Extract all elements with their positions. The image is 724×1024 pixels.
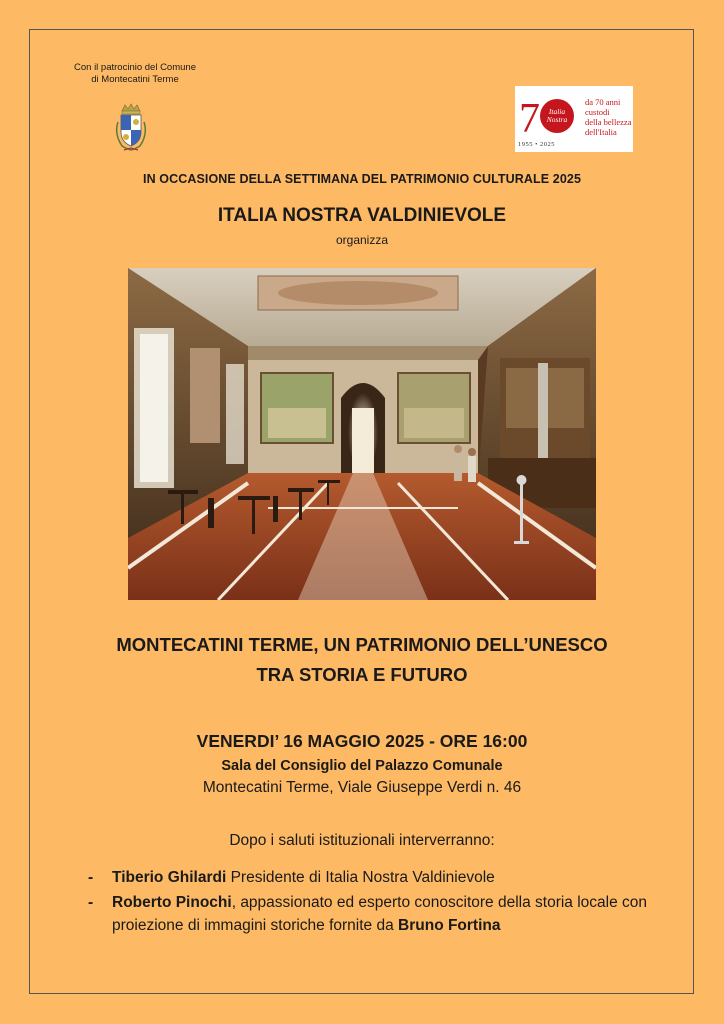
montecatini-coat-of-arms-icon	[110, 102, 152, 154]
logo-tagline-2: custodi	[585, 107, 610, 117]
speaker-name: Roberto Pinochi	[112, 894, 232, 911]
occasion-heading: IN OCCASIONE DELLA SETTIMANA DEL PATRIMONIO CULTURALE 2025	[143, 172, 581, 186]
speaker-role: Presidente di Italia Nostra Valdinievole	[226, 869, 495, 886]
organizza-label: organizza	[335, 233, 389, 247]
speaker-name: Tiberio Ghilardi	[112, 869, 227, 886]
logo-years: 1955 • 2025	[518, 141, 556, 148]
event-date: VENERDI’ 16 MAGGIO 2025 - ORE 16:00	[196, 731, 528, 751]
hall-illustration	[128, 268, 596, 600]
logo-tagline-4: dell'Italia	[585, 127, 617, 137]
speakers-intro: Dopo i saluti istituzionali interverranno:	[229, 832, 495, 849]
patronage-text	[60, 62, 210, 86]
logo-tagline-3: della bellezza	[585, 117, 632, 127]
logo-tagline-1: da 70 anni	[585, 97, 621, 107]
italia-nostra-70-logo	[515, 86, 633, 152]
logo-brand-line2: Nostra	[546, 115, 568, 124]
photo-credit-name: Bruno Fortina	[398, 917, 501, 934]
list-dash: -	[88, 894, 94, 911]
svg-text:7: 7	[519, 96, 540, 142]
event-venue: Sala del Consiglio del Palazzo Comunale	[221, 758, 503, 774]
patronage-line-2: di Montecatini Terme	[91, 74, 179, 85]
speaker-role: , appassionato ed esperto conoscitore della storia locale con proiezione di immagini storiche fornite da	[112, 894, 648, 934]
event-title-line-2: TRA STORIA E FUTURO	[256, 664, 468, 685]
speakers-list	[88, 866, 668, 939]
organizer-name: ITALIA NOSTRA VALDINIEVOLE	[217, 205, 507, 226]
event-address: Montecatini Terme, Viale Giuseppe Verdi n. 46	[202, 779, 522, 796]
event-title-line-1: MONTECATINI TERME, UN PATRIMONIO DELL’UNESCO	[116, 634, 608, 655]
patronage-line-1: Con il patrocinio del Comune	[74, 62, 196, 73]
logo-brand-line1: Italia	[548, 107, 566, 116]
speaker-item	[88, 891, 668, 937]
list-dash: -	[88, 869, 94, 886]
tettuccio-hall-photo	[128, 268, 596, 600]
speaker-item	[88, 866, 668, 889]
event-title	[0, 630, 724, 690]
logo-tagline	[585, 97, 635, 137]
